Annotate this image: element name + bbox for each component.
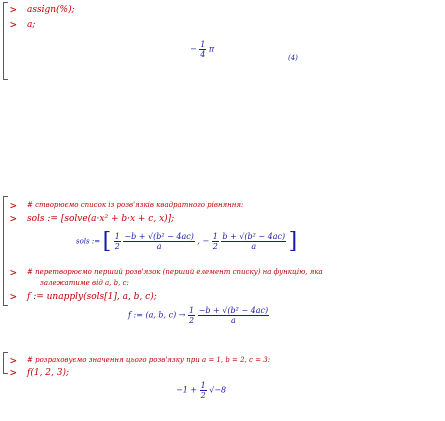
input-line-unapply[interactable]: f := unapply(sols[1], a, b, c); <box>27 292 157 302</box>
fraction <box>212 232 219 251</box>
output-function <box>128 306 269 325</box>
execution-group-bracket[interactable] <box>3 352 8 374</box>
denominator: 2 <box>114 242 120 251</box>
numerator: b + √(b² − 4ac) <box>222 232 286 241</box>
numerator: 1 <box>212 232 218 241</box>
fraction <box>188 306 195 325</box>
denominator: a <box>251 242 257 251</box>
minus-sign: − <box>190 44 197 54</box>
fraction <box>198 306 269 325</box>
execution-group-bracket[interactable] <box>3 196 8 306</box>
output-result <box>190 40 214 59</box>
input-prompt[interactable]: > <box>10 18 17 31</box>
denominator: a <box>230 316 236 325</box>
list-separator: , <box>197 236 200 246</box>
comment-line[interactable]: # розраховуємо значення цього розв'язку при a = 1, b = 2, c = 3: <box>27 356 271 364</box>
fraction <box>200 381 207 400</box>
numerator: −b + √(b² − 4ac) <box>124 232 194 241</box>
leading-term: −1 + <box>176 385 198 395</box>
numerator: −b + √(b² − 4ac) <box>198 306 269 315</box>
denominator: 4 <box>200 50 206 59</box>
radical: √−8 <box>209 385 227 395</box>
input-prompt[interactable]: > <box>10 290 17 303</box>
minus-sign: − <box>202 236 210 246</box>
function-lhs: f := (a, b, c) → <box>128 310 186 320</box>
sols-lhs: sols := <box>76 237 101 246</box>
comment-line-continued[interactable]: залежатиме від a, b, c: <box>40 279 129 287</box>
comment-line[interactable]: # створюємо список із розв'язків квадратного рівняння: <box>27 201 244 209</box>
denominator: 2 <box>212 242 218 251</box>
fraction <box>221 232 286 251</box>
denominator: 2 <box>200 391 206 400</box>
input-prompt[interactable]: > <box>10 199 17 212</box>
fraction <box>123 232 194 251</box>
numerator: 1 <box>200 40 206 49</box>
list-open-bracket: [ <box>102 229 112 254</box>
fraction <box>114 232 121 251</box>
output-sols <box>76 229 297 254</box>
numerator: 1 <box>114 232 120 241</box>
denominator: 2 <box>189 316 195 325</box>
numerator: 1 <box>189 306 195 315</box>
input-line-evaluate[interactable]: f(1, 2, 3); <box>27 368 70 378</box>
input-line-a[interactable]: a; <box>27 20 36 30</box>
denominator: a <box>156 242 162 251</box>
input-prompt[interactable]: > <box>10 354 17 367</box>
input-prompt[interactable]: > <box>10 212 17 225</box>
input-line-assign[interactable]: assign(%); <box>27 5 75 15</box>
fraction <box>199 40 206 59</box>
output-evaluation <box>176 381 226 400</box>
numerator: 1 <box>200 381 206 390</box>
comment-line[interactable]: # перетворюємо перший розв'язок (перший елемент списку) на функцію, яка <box>27 268 323 276</box>
equation-label: (4) <box>288 54 298 62</box>
pi-symbol: π <box>208 44 215 54</box>
list-close-bracket: ] <box>288 229 298 254</box>
input-prompt[interactable]: > <box>10 3 17 16</box>
input-line-solve[interactable]: sols := [solve(a·x² + b·x + c, x)]; <box>27 214 175 224</box>
execution-group-bracket[interactable] <box>3 2 8 80</box>
input-prompt[interactable]: > <box>10 366 17 379</box>
input-prompt[interactable]: > <box>10 266 17 279</box>
